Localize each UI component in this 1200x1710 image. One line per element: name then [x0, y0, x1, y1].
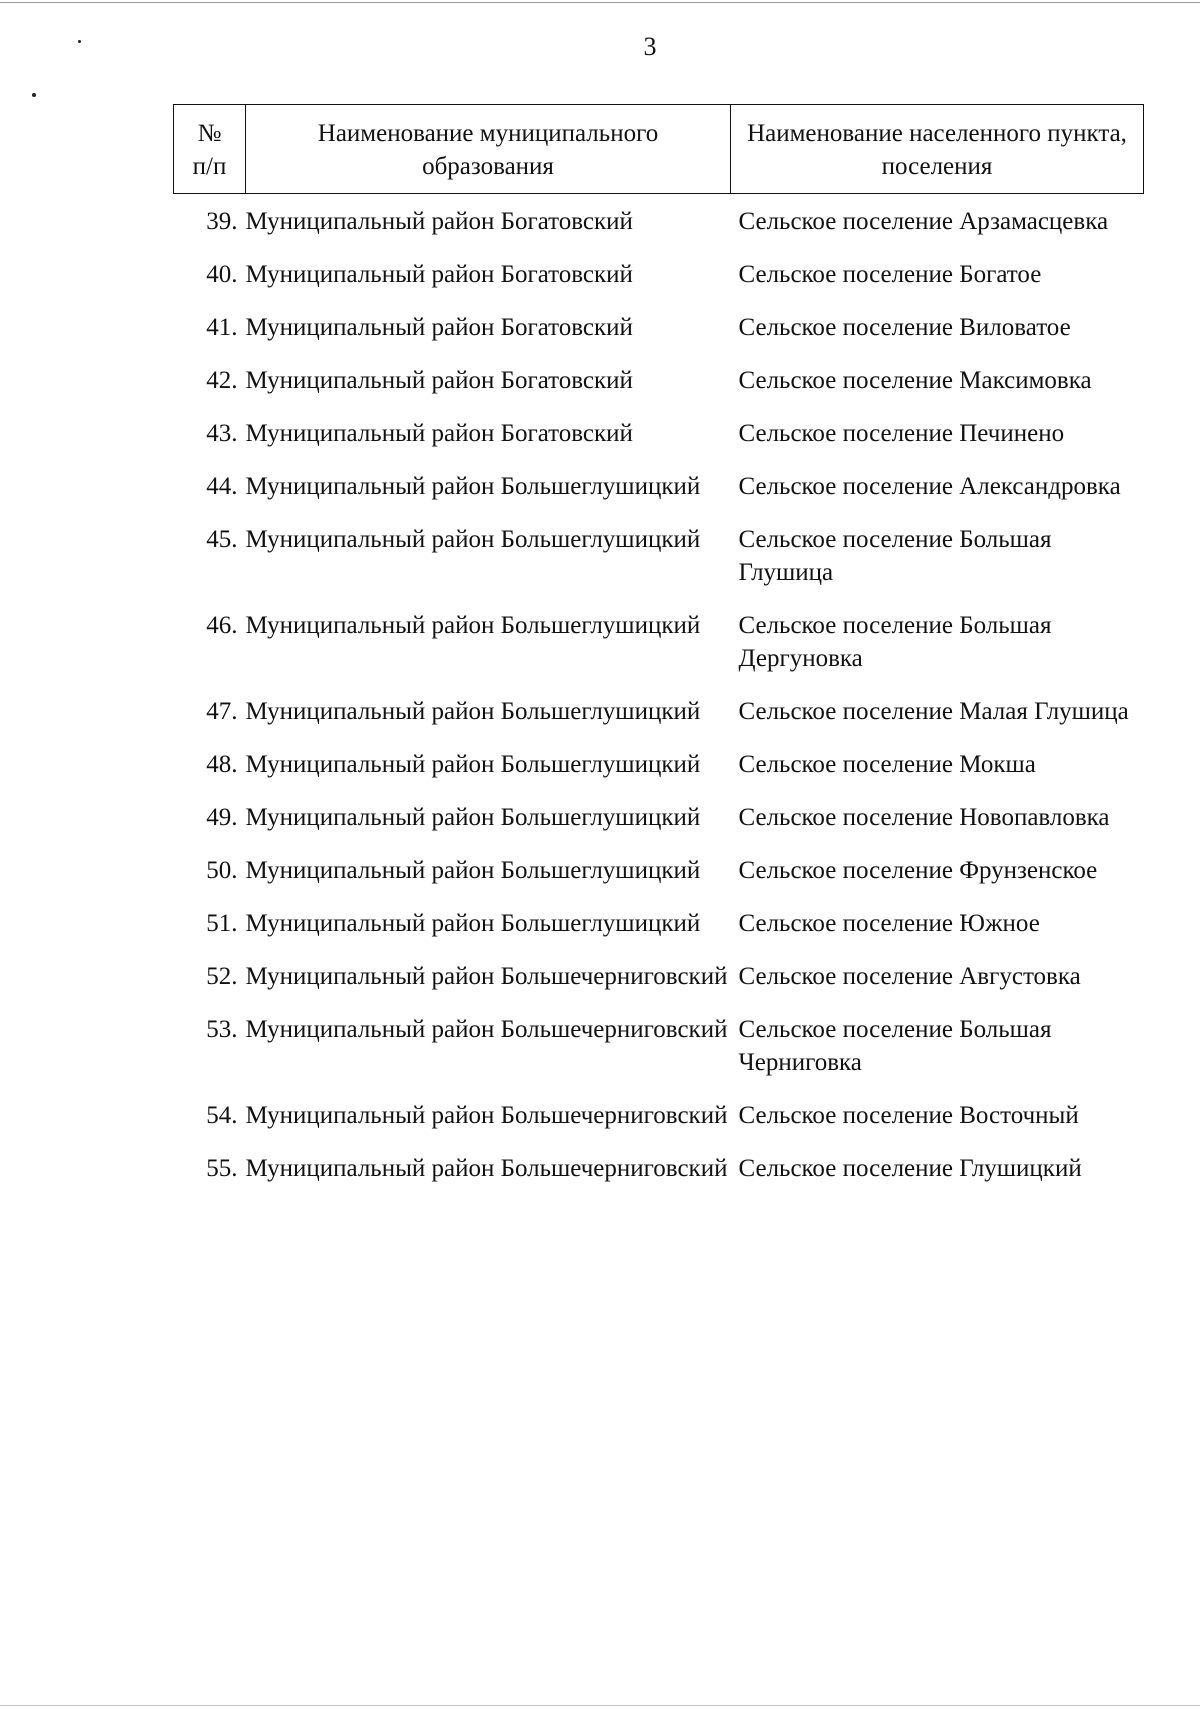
row-municipality: Муниципальный район Богатовский [245, 314, 633, 341]
row-settlement: Сельское поселение Новопавловка [738, 804, 1110, 831]
row-settlement: Сельское поселение Южное [738, 910, 1040, 937]
row-number: 53. [206, 1016, 238, 1043]
table-row [174, 194, 1144, 259]
row-municipality: Муниципальный район Большечерниговский [245, 1016, 728, 1043]
row-number: 52. [206, 963, 238, 990]
header-settlement [731, 105, 1144, 194]
row-settlement: Сельское поселение Максимовка [738, 367, 1092, 394]
row-number: 51. [206, 910, 238, 937]
row-settlement: Сельское поселение Малая Глушица [738, 698, 1129, 725]
row-municipality: Муниципальный район Большечерниговский [245, 1155, 728, 1182]
row-settlement: Сельское поселение Богатое [738, 261, 1042, 288]
row-municipality: Муниципальный район Богатовский [245, 208, 633, 235]
table-row [174, 1099, 1144, 1152]
row-number: 50. [206, 857, 238, 884]
table-row [174, 258, 1144, 311]
scan-edge-bottom [0, 1705, 1200, 1706]
row-municipality: Муниципальный район Большеглушицкий [245, 526, 701, 553]
row-municipality: Муниципальный район Большеглушицкий [245, 698, 701, 725]
row-settlement: Сельское поселение Большая Глушица [738, 526, 1052, 586]
row-settlement: Сельское поселение Александровка [738, 473, 1121, 500]
table-row [174, 748, 1144, 801]
row-municipality: Муниципальный район Большечерниговский [245, 1102, 728, 1129]
row-municipality: Муниципальный район Большеглушицкий [245, 473, 701, 500]
header-municipality [246, 105, 731, 194]
row-settlement: Сельское поселение Глушицкий [738, 1155, 1082, 1182]
row-municipality: Муниципальный район Богатовский [245, 367, 633, 394]
row-number: 54. [206, 1102, 238, 1129]
row-settlement: Сельское поселение Мокша [738, 751, 1036, 778]
table-row [174, 854, 1144, 907]
scan-speck [78, 40, 81, 43]
table-header [174, 105, 1144, 194]
row-number: 55. [206, 1155, 238, 1182]
row-municipality: Муниципальный район Богатовский [245, 420, 633, 447]
row-number: 47. [206, 698, 238, 725]
row-municipality: Муниципальный район Большеглушицкий [245, 804, 701, 831]
table-row [174, 960, 1144, 1013]
row-municipality: Муниципальный район Большечерниговский [245, 963, 728, 990]
header-municipality-label: Наименование муниципального образования [317, 120, 659, 180]
table-row [174, 417, 1144, 470]
row-municipality: Муниципальный район Большеглушицкий [245, 857, 701, 884]
row-number: 44. [206, 473, 238, 500]
row-municipality: Муниципальный район Большеглушицкий [245, 612, 701, 639]
row-number: 40. [206, 261, 238, 288]
row-number: 41. [206, 314, 238, 341]
header-settlement-label: Наименование населенного пункта, поселения [747, 120, 1127, 180]
table-row [174, 609, 1144, 695]
table-row [174, 1013, 1144, 1099]
row-settlement: Сельское поселение Восточный [738, 1102, 1079, 1129]
row-number: 39. [206, 208, 238, 235]
settlements-table [173, 104, 1144, 1205]
row-number: 48. [206, 751, 238, 778]
row-settlement: Сельское поселение Большая Дергуновка [738, 612, 1052, 672]
row-number: 42. [206, 367, 238, 394]
row-settlement: Сельское поселение Печинено [738, 420, 1065, 447]
row-settlement: Сельское поселение Виловатое [738, 314, 1071, 341]
table-row [174, 1152, 1144, 1205]
table-row [174, 311, 1144, 364]
row-municipality: Муниципальный район Большеглушицкий [245, 910, 701, 937]
row-settlement: Сельское поселение Арзамасцевка [738, 208, 1109, 235]
table-row [174, 907, 1144, 960]
row-number: 45. [206, 526, 238, 553]
row-municipality: Муниципальный район Большеглушицкий [245, 751, 701, 778]
table-row [174, 801, 1144, 854]
row-number: 43. [206, 420, 238, 447]
table-row [174, 364, 1144, 417]
header-number-label: № п/п [192, 120, 227, 180]
row-number: 46. [206, 612, 238, 639]
row-number: 49. [206, 804, 238, 831]
row-settlement: Сельское поселение Августовка [738, 963, 1081, 990]
table-body [174, 194, 1144, 1206]
row-settlement: Сельское поселение Фрунзенское [738, 857, 1098, 884]
row-municipality: Муниципальный район Богатовский [245, 261, 633, 288]
row-settlement: Сельское поселение Большая Черниговка [738, 1016, 1052, 1076]
table-row [174, 523, 1144, 609]
page-number: 3 [643, 32, 657, 61]
scan-speck [32, 93, 36, 97]
scan-edge-top [0, 2, 1200, 3]
table-row [174, 470, 1144, 523]
table-row [174, 695, 1144, 748]
header-number [174, 105, 246, 194]
